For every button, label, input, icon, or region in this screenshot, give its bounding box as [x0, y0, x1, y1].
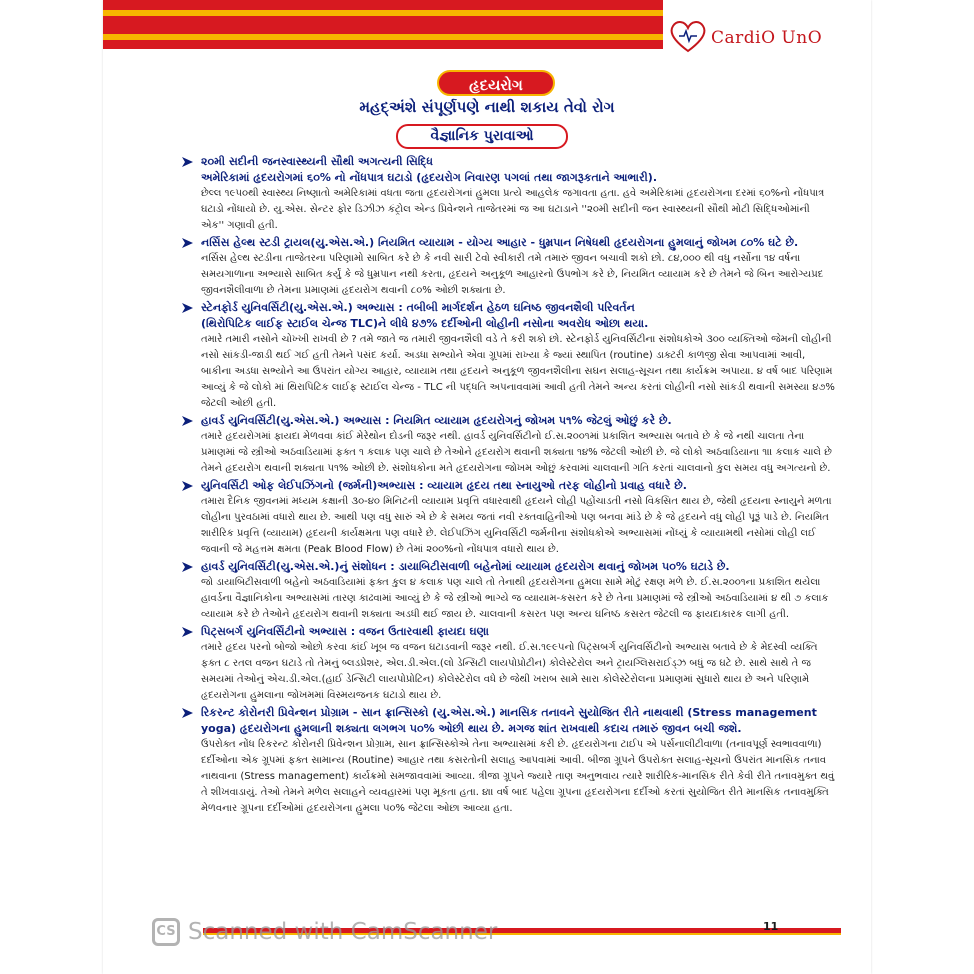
bullet-arrow-icon — [181, 155, 195, 169]
section-heading-2: અમેરિકામાં હૃદયરોગમાં ૬૦% નો નોંધપાત્ર ઘટાડો (હૃદયરોગ નિવારણ પગલાં તથા જાગરૂકતાને આભારી). — [201, 171, 657, 184]
bullet-arrow-icon — [181, 625, 195, 639]
section-heading: નર્સિસ હેલ્થ સ્ટડી ટ્રાયલ(યુ.એસ.એ.) નિયમિત વ્યાયામ - યોગ્ય આહાર - ધુમ્રપાન નિષેધથી હૃદયરોગના હુમલાનું જોખમ ૮૦% ઘટે છે. — [201, 236, 799, 249]
bullet-arrow-icon — [181, 414, 195, 428]
bullet-arrow-icon — [181, 236, 195, 250]
page-subtitle: મહદ્અંશે સંપૂર્ણપણે નાથી શકાય તેવો રોગ — [359, 98, 615, 116]
section-body: તમારે હૃદયરોગમાં ફાયદા મેળવવા કાંઈ મેરેથોન દોડની જરૂર નથી. હાવર્ડ યુનિવર્સિટીનો ઈ.સ.૨૦૦૧માં પ્રકાશિત અભ્યાસ બતાવે છે કે જે નથી ચાલતા તેના પ્રમાણમાં જે સ્ત્રીઓ અઠવાડિયામાં ફક્ત ૧ કલાક પણ ચાલે છે તેઓને હૃદયરોગ થવાની શક્યતા ૧૪% જેટલી ઓછી છે. જે લોકો અઠવાડિયાના ૧।। કલાક ચાલે છે તેમને હૃદયરોગ થવાની શક્યતા ૫૧% ઓછી છે. સંશોધકોના મતે હૃદયરોગના જોખમ ઓછું કરવામાં ચાલવાની ગતિ કરતાં ચાલવાનો કુલ સમય વધુ અગત્યનો છે. — [201, 431, 832, 474]
section-body: છેલ્લ ૧૯૫૦થી સ્વાસ્થ્ય નિષ્ણાતો અમેરિકામાં વધતા જતા હૃદયરોગનાં હુમલા પ્રત્યે આહલેક જગાવતા હતા. હવે અમેરિકામાં હૃદયરોગના દરમાં ૬૦%નો નોંધપાત્ર ઘટાડો નોંધાયો છે. યુ.એસ. સેન્ટર ફોર ડિઝીઝ કંટ્રોલ એન્ડ પ્રિવેન્શને તાજેતરમાં જ આ ઘટાડાને ''૨૦મી સદીની જન સ્વાસ્થ્યની સૌથી મોટી સિદ્ધિઓમાંની એક'' ગણાવી હતી. — [201, 188, 825, 231]
heart-logo-icon — [667, 18, 709, 54]
title-badge: હૃદયરોગ — [437, 70, 555, 96]
section-body: તમારા દૈનિક જીવનમાં મધ્યમ કક્ષાની ૩૦-૪૦ મિનિટની વ્યાયામ પ્રવૃત્તિ વધારવાથી હૃદયને લોહી પહોંચાડતી નસો વિકસિત થાય છે, જેથી હૃદયના સ્નાયુને મળતા લોહીના પુરવઠામાં વધારો થાય છે. આથી પણ વધુ સારું એ છે કે સમય જતાં નવી રક્તવાહિનીઓ પણ બનવા માંડે છે કે જે હૃદયને વધુ લોહી પૂરૂં પાડે છે. નિયમિત શારીરિક પ્રવૃત્તિ (વ્યાયામ) હૃદયની કાર્યક્ષમતા પણ વધારે છે. લેઈપઝિંગ યુનિવર્સિટી જર્મનીના સંશોધકોએ અભ્યાસમાં નોંધ્યું કે વ્યાયામથી નસોમાં લોહી લઈ જવાની જે મહત્તમ ક્ષમતા (Peak Blood Flow) છે તેમાં ૨૦૦%નો નોંધપાત્ર વધારો થાય છે. — [201, 496, 832, 555]
section-heading: હાવર્ડ યુનિવર્સિટી(યુ.એસ.એ.) અભ્યાસ : નિયમિત વ્યાયામ હૃદયરોગનું જોખમ ૫૧% જેટલું ઓછું કરે છે. — [201, 414, 672, 427]
section-body: નર્સિસ હેલ્થ સ્ટડીના તાજેતરના પરિણામો સાબિત કરે છે કે નવી સારી ટેવો સ્વીકારી તમે તમારું જીવન બચાવી શકો છો. ૮૪,૦૦૦ થી વધુ નર્સોના ૧૪ વર્ષના સમયગાળાના અભ્યાસે સાબિત કર્યું કે જે ધુમ્રપાન નથી કરતા, હૃદયને અનુકૂળ આહારનો ઉપભોગ કરે છે, નિયમિત વ્યાયામ કરે છે તેમને જે બિન આરોગ્યપ્રદ જીવનશૈલીવાળા છે તેમના પ્રમાણમાં હૃદયરોગ થવાની ૮૦% ઓછી શક્યતા છે. — [201, 253, 824, 296]
bullet-arrow-icon — [181, 479, 195, 493]
watermark-text: Scanned with CamScanner — [188, 919, 498, 945]
camscanner-watermark — [152, 917, 497, 947]
evidence-badge: વૈજ્ઞાનિક પુરાવાઓ — [396, 124, 568, 149]
section-1 — [175, 154, 835, 234]
bullet-arrow-icon — [181, 706, 195, 720]
section-3 — [175, 300, 835, 412]
section-body: ઉપરોક્ત નોંધ રિકરન્ટ કોરોનરી પ્રિવેન્શન પ્રોગ્રામ, સાન ફ્રાન્સિસ્કોએ તેના અભ્યાસમાં કરી છે. હૃદયરોગના ટાઈપ એ પર્સનાલીટીવાળા (તનાવપૂર્ણ સ્વભાવવાળા) દર્દીઓના એક ગ્રૂપમાં ફક્ત સામાન્ય (Routine) આહાર તથા કસરતોની સલાહ આપવામાં આવી. બીજા ગ્રૂપને ઉપરોક્ત સલાહ-સૂચનો ઉપરાંત માનસિક તનાવ નાથવાના (Stress management) કાર્યક્રમો સમજાવવામાં આવ્યા. ત્રીજા ગ્રૂપને જ્યારે તાણ અનુભવાય ત્યારે શારીરિક-માનસિક રીતે કેવી રીતે તનાવમુક્ત થવું તે શીખવાડાયું. તેઓ તેમને મળેલ સલાહને વ્યવહારમાં પણ મૂકતા હતા. ૪।। વર્ષ બાદ પહેલા ગ્રૂપના હૃદયરોગના દર્દીઓ કરતાં સુયોજિત રીતે માનસિક તનાવમુક્તિ મેળવનાર ગ્રૂપના દર્દીઓમાં હૃદયરોગના હુમલા ૫૦% જેટલા ઓછા આવ્યા હતા. — [201, 739, 835, 814]
section-4 — [175, 413, 835, 477]
section-5 — [175, 478, 835, 558]
section-body: જો ડાયાબિટીસવાળી બહેનો અઠવાડિયામાં ફક્ત કુલ ૪ કલાક પણ ચાલે તો તેનાથી હૃદયરોગના હુમલા સામે મોટું રક્ષણ મળે છે. ઈ.સ.૨૦૦૧ના પ્રકાશિત થયેલા હાવર્ડના વૈજ્ઞાનિકોના અભ્યાસમાં તારણ કાઢવામાં આવ્યું છે કે જે સ્ત્રીઓ ભાગ્યે જ વ્યાયામ-કસરત કરે છે તેના પ્રમાણમાં જે સ્ત્રીઓ અઠવાડિયામાં ૪ થી ૭ કલાક વ્યાયામ કરે છે તેઓને હૃદયરોગ થવાની શક્યતા અડધી થઈ જાય છે. ચાલવાની કસરત પણ અન્ય ઘનિષ્ઠ કસરત જેટલી જ ફાયદાકારક લાગી હતી. — [201, 577, 829, 620]
section-heading: યુનિવર્સિટી ઓફ લેઈપઝિંગનો (જર્મની)અભ્યાસ : વ્યાયામ હૃદય તથા સ્નાયુઓ તરફ લોહીનો પ્રવાહ વધારે છે. — [201, 479, 687, 492]
section-heading: હાવર્ડ યુનિવર્સિટી(યુ.એસ.એ.)નું સંશોધન : ડાયાબિટીસવાળી બહેનોમાં વ્યાયામ હૃદયરોગ થવાનું જોખમ ૫૦% ઘટાડે છે. — [201, 560, 730, 573]
stripe-red — [103, 16, 663, 34]
section-heading: રિકરન્ટ કોરોનરી પ્રિવેન્શન પ્રોગ્રામ - સાન ફ્રાન્સિસ્કો (યુ.એસ.એ.) માનસિક તનાવને સુયોજિત રીતે નાથવાથી (Stress management yoga) હૃદયરોગના હુમલાની શક્યતા લગભગ ૫૦% ઓછી થાય છે. મગજ શાંત રાખવાથી કદાચ તમારું જીવન બચી જશે. — [201, 706, 817, 735]
page-number: 11 — [763, 920, 779, 933]
bullet-arrow-icon — [181, 301, 195, 315]
section-body: તમારે હૃદય પરનો બોજો ઓછો કરવા કાંઈ ખૂબ જ વજન ઘટાડવાની જરૂર નથી. ઈ.સ.૧૯૯૫નો પિટ્સબર્ગ યુનિવર્સિટીનો અભ્યાસ બતાવે છે કે મેદસ્વી વ્યક્તિ ફક્ત ૮ રતલ વજન ઘટાડે તો તેમનું બ્લડપ્રેશર, એલ.ડી.એલ.(લો ડેન્સિટી લાયપોપ્રોટીન) કોલેસ્ટેરોલ અને ટ્રાયગ્લિસરાઈડ્ઝ બધું જ ઘટે છે. સાથે સાથે તે જ સમયમાં તેઓનું એચ.ડી.એલ.(હાઈ ડેન્સિટી લાયપોપ્રોટિન) કોલેસ્ટેરોલ વધે છે જેથી ખરાબ સામે સારા કોલેસ્ટેરોલના પ્રમાણમાં સુધારો થાય છે અને પરિણામે હૃદયરોગના હુમલાના જોખમમાં વિસ્મયજનક ઘટાડો થાય છે. — [201, 642, 818, 701]
content-sections — [175, 154, 835, 817]
section-body: તમારે તમારી નસોને ચોખ્ખી રાખવી છે ? તમે જાતે જ તમારી જીવનશૈલી વડે તે કરી શકો છો. સ્ટેનફોર્ડ યુનિવર્સિટીના સંશોધકોએ ૩૦૦ વ્યક્તિઓ જેમની લોહીની નસો સાંકડી-જાડી થઈ ગઈ હતી તેમને પસંદ કર્યા. અડધા સભ્યોને એવા ગ્રૂપમાં રાખ્યા કે જ્યાં સ્થાપિત (routine) ડાક્ટરી કાળજી સેવા આપવામાં આવી, બાકીના અડધા સભ્યોને આ ઉપરાંત યોગ્ય આહાર, વ્યાયામ તથા હૃદયને અનુકૂળ જીવનશૈલીના સઘન સલાહ-સૂચન તથા કાર્યક્રમ અપાયા. ૪ વર્ષ બાદ પરિણામ આવ્યું કે જે લોકો માં થિરાપિટિક લાઈફ સ્ટાઈલ ચેન્જ - TLC ની પદ્ધતિ અપનાવવામાં આવી હતી તેમને અન્ય કરતાં લોહીની નસો સાંકડી થવાની સમસ્યા ૪૭% જેટલી ઓછી હતી. — [201, 334, 835, 409]
section-7 — [175, 624, 835, 704]
section-8 — [175, 705, 835, 817]
camscanner-logo-icon: CS — [152, 918, 180, 946]
stripe-red — [103, 0, 663, 10]
section-heading-2: (થિરોપિટિક લાઈફ સ્ટાઈલ ચેન્જ TLC)ને લીધે ૪૭% દર્દીઓની લોહીની નસોના અવરોધ ઓછા થયા. — [201, 317, 649, 330]
bullet-arrow-icon — [181, 560, 195, 574]
cardio-uno-logo — [667, 18, 863, 56]
section-2 — [175, 235, 835, 299]
section-heading: પિટ્સબર્ગ યુનિવર્સિટીનો અભ્યાસ : વજન ઉતારવાથી ફાયદા ઘણા — [201, 625, 489, 638]
section-heading: ૨૦મી સદીની જનસ્વાસ્થ્યની સૌથી અગત્યની સિદ્ધિ — [201, 155, 434, 168]
document-page — [103, 0, 871, 974]
logo-text: CardiO UnO — [711, 28, 823, 48]
header-stripes — [103, 0, 663, 52]
stripe-red — [103, 40, 663, 49]
section-heading: સ્ટેનફોર્ડ યુનિવર્સિટી(યુ.એસ.એ.) અભ્યાસ : તબીબી માર્ગદર્શન હેઠળ ઘનિષ્ઠ જીવનશૈલી પરિવર્તન — [201, 301, 635, 314]
section-6 — [175, 559, 835, 623]
